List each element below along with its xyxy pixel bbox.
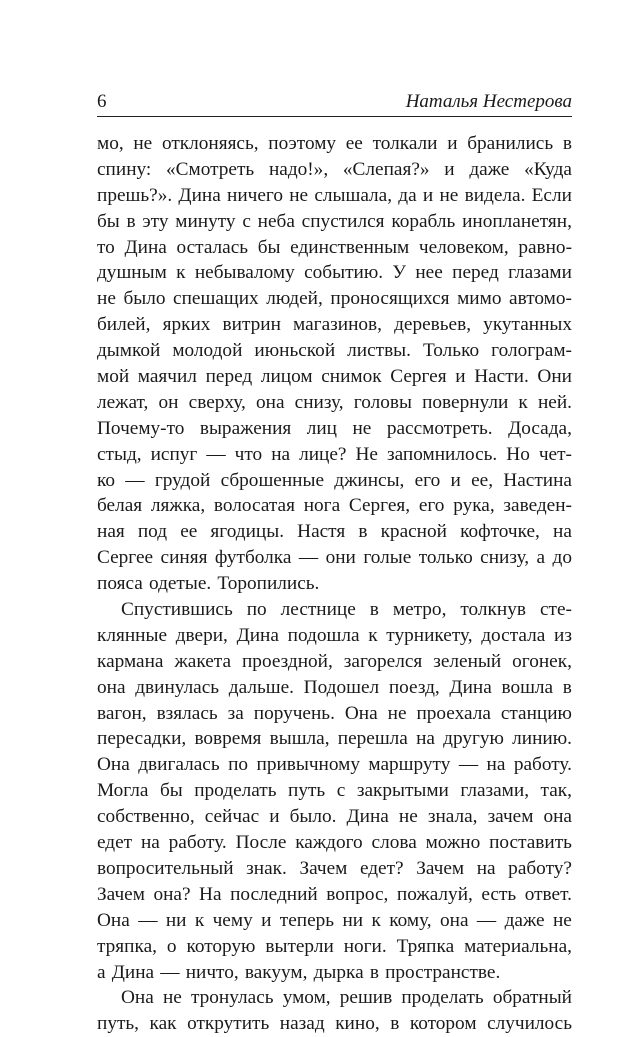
text-line: прешь?». Дина ничего не слышала, да и не видела. Если	[97, 184, 572, 206]
text-line: лежат, он сверху, она снизу, головы повернули к ней.	[97, 391, 572, 413]
text-line: то Дина осталась бы единственным человеком, равно-	[97, 236, 572, 258]
text-line: ная под ее ягодицы. Настя в красной кофточке, на	[97, 521, 572, 543]
text-line: не было спешащих людей, проносящихся мимо автомо-	[97, 288, 572, 310]
paragraph	[97, 597, 572, 985]
text-line: вагон, взялась за поручень. Она не проехала станцию	[97, 702, 572, 724]
text-line: Почему-то выражения лиц не рассмотреть. Досада,	[97, 417, 572, 439]
text-line: пересадки, вовремя вышла, перешла на другую линию.	[97, 728, 572, 750]
text-line: бы в эту минуту с неба спустился корабль инопланетян,	[97, 210, 572, 232]
text-line: едет на работу. После каждого слова можно поставить	[97, 832, 572, 854]
text-line: душным к небывалому событию. У нее перед глазами	[97, 262, 572, 284]
paragraph	[97, 985, 572, 1037]
text-line: мой маячил перед лицом снимок Сергея и Насти. Они	[97, 366, 572, 388]
text-line: вопросительный знак. Зачем едет? Зачем на работу?	[97, 857, 572, 879]
text-line: Сергее синяя футболка — они голые только снизу, а до	[97, 547, 572, 569]
text-line: пояса одетые. Торопились.	[97, 573, 320, 595]
book-page	[97, 84, 572, 1037]
text-line: клянные двери, Дина подошла к турникету, достала из	[97, 624, 572, 646]
paragraph	[97, 131, 572, 597]
text-line: Она не тронулась умом, решив проделать обратный	[121, 987, 572, 1009]
text-line: Спустившись по лестнице в метро, толкнув сте-	[121, 599, 572, 621]
text-line: а Дина — ничто, вакуум, дырка в пространстве.	[97, 961, 501, 983]
page-number: 6	[97, 91, 107, 112]
text-line: билей, ярких витрин магазинов, деревьев, укутанных	[97, 314, 572, 336]
text-line: дымкой молодой июньской листвы. Только голограм-	[97, 340, 572, 362]
text-line: спину: «Смотреть надо!», «Слепая?» и даже «Куда	[97, 158, 572, 180]
text-line: мо, не отклоняясь, поэтому ее толкали и бранились в	[97, 133, 572, 154]
text-line: Она — ни к чему и теперь ни к кому, она — даже не	[97, 909, 572, 931]
body-text	[97, 131, 572, 1037]
page-header	[97, 84, 572, 117]
text-line: белая ляжка, волосатая нога Сергея, его рука, заведен-	[97, 495, 572, 517]
text-line: стыд, испуг — что на лице? Не запомнилось. Но чет-	[97, 443, 572, 465]
text-line: тряпка, о которую вытерли ноги. Тряпка материальна,	[97, 935, 572, 957]
text-line: путь, как открутить назад кино, в котором случилось	[97, 1013, 572, 1035]
text-line: Могла бы проделать путь с закрытыми глазами, так,	[97, 780, 572, 802]
text-line: кармана жакета проездной, загорелся зеленый огонек,	[97, 650, 572, 672]
text-line: Зачем она? На последний вопрос, пожалуй, есть ответ.	[97, 883, 572, 905]
running-title: Наталья Нестерова	[405, 91, 572, 112]
text-line: она двинулась дальше. Подошел поезд, Дина вошла в	[97, 676, 572, 698]
text-line: собственно, сейчас и было. Дина не знала, зачем она	[97, 806, 572, 828]
text-line: ко — грудой сброшенные джинсы, его и ее, Настина	[97, 469, 572, 491]
text-line: Она двигалась по привычному маршруту — на работу.	[97, 754, 572, 776]
